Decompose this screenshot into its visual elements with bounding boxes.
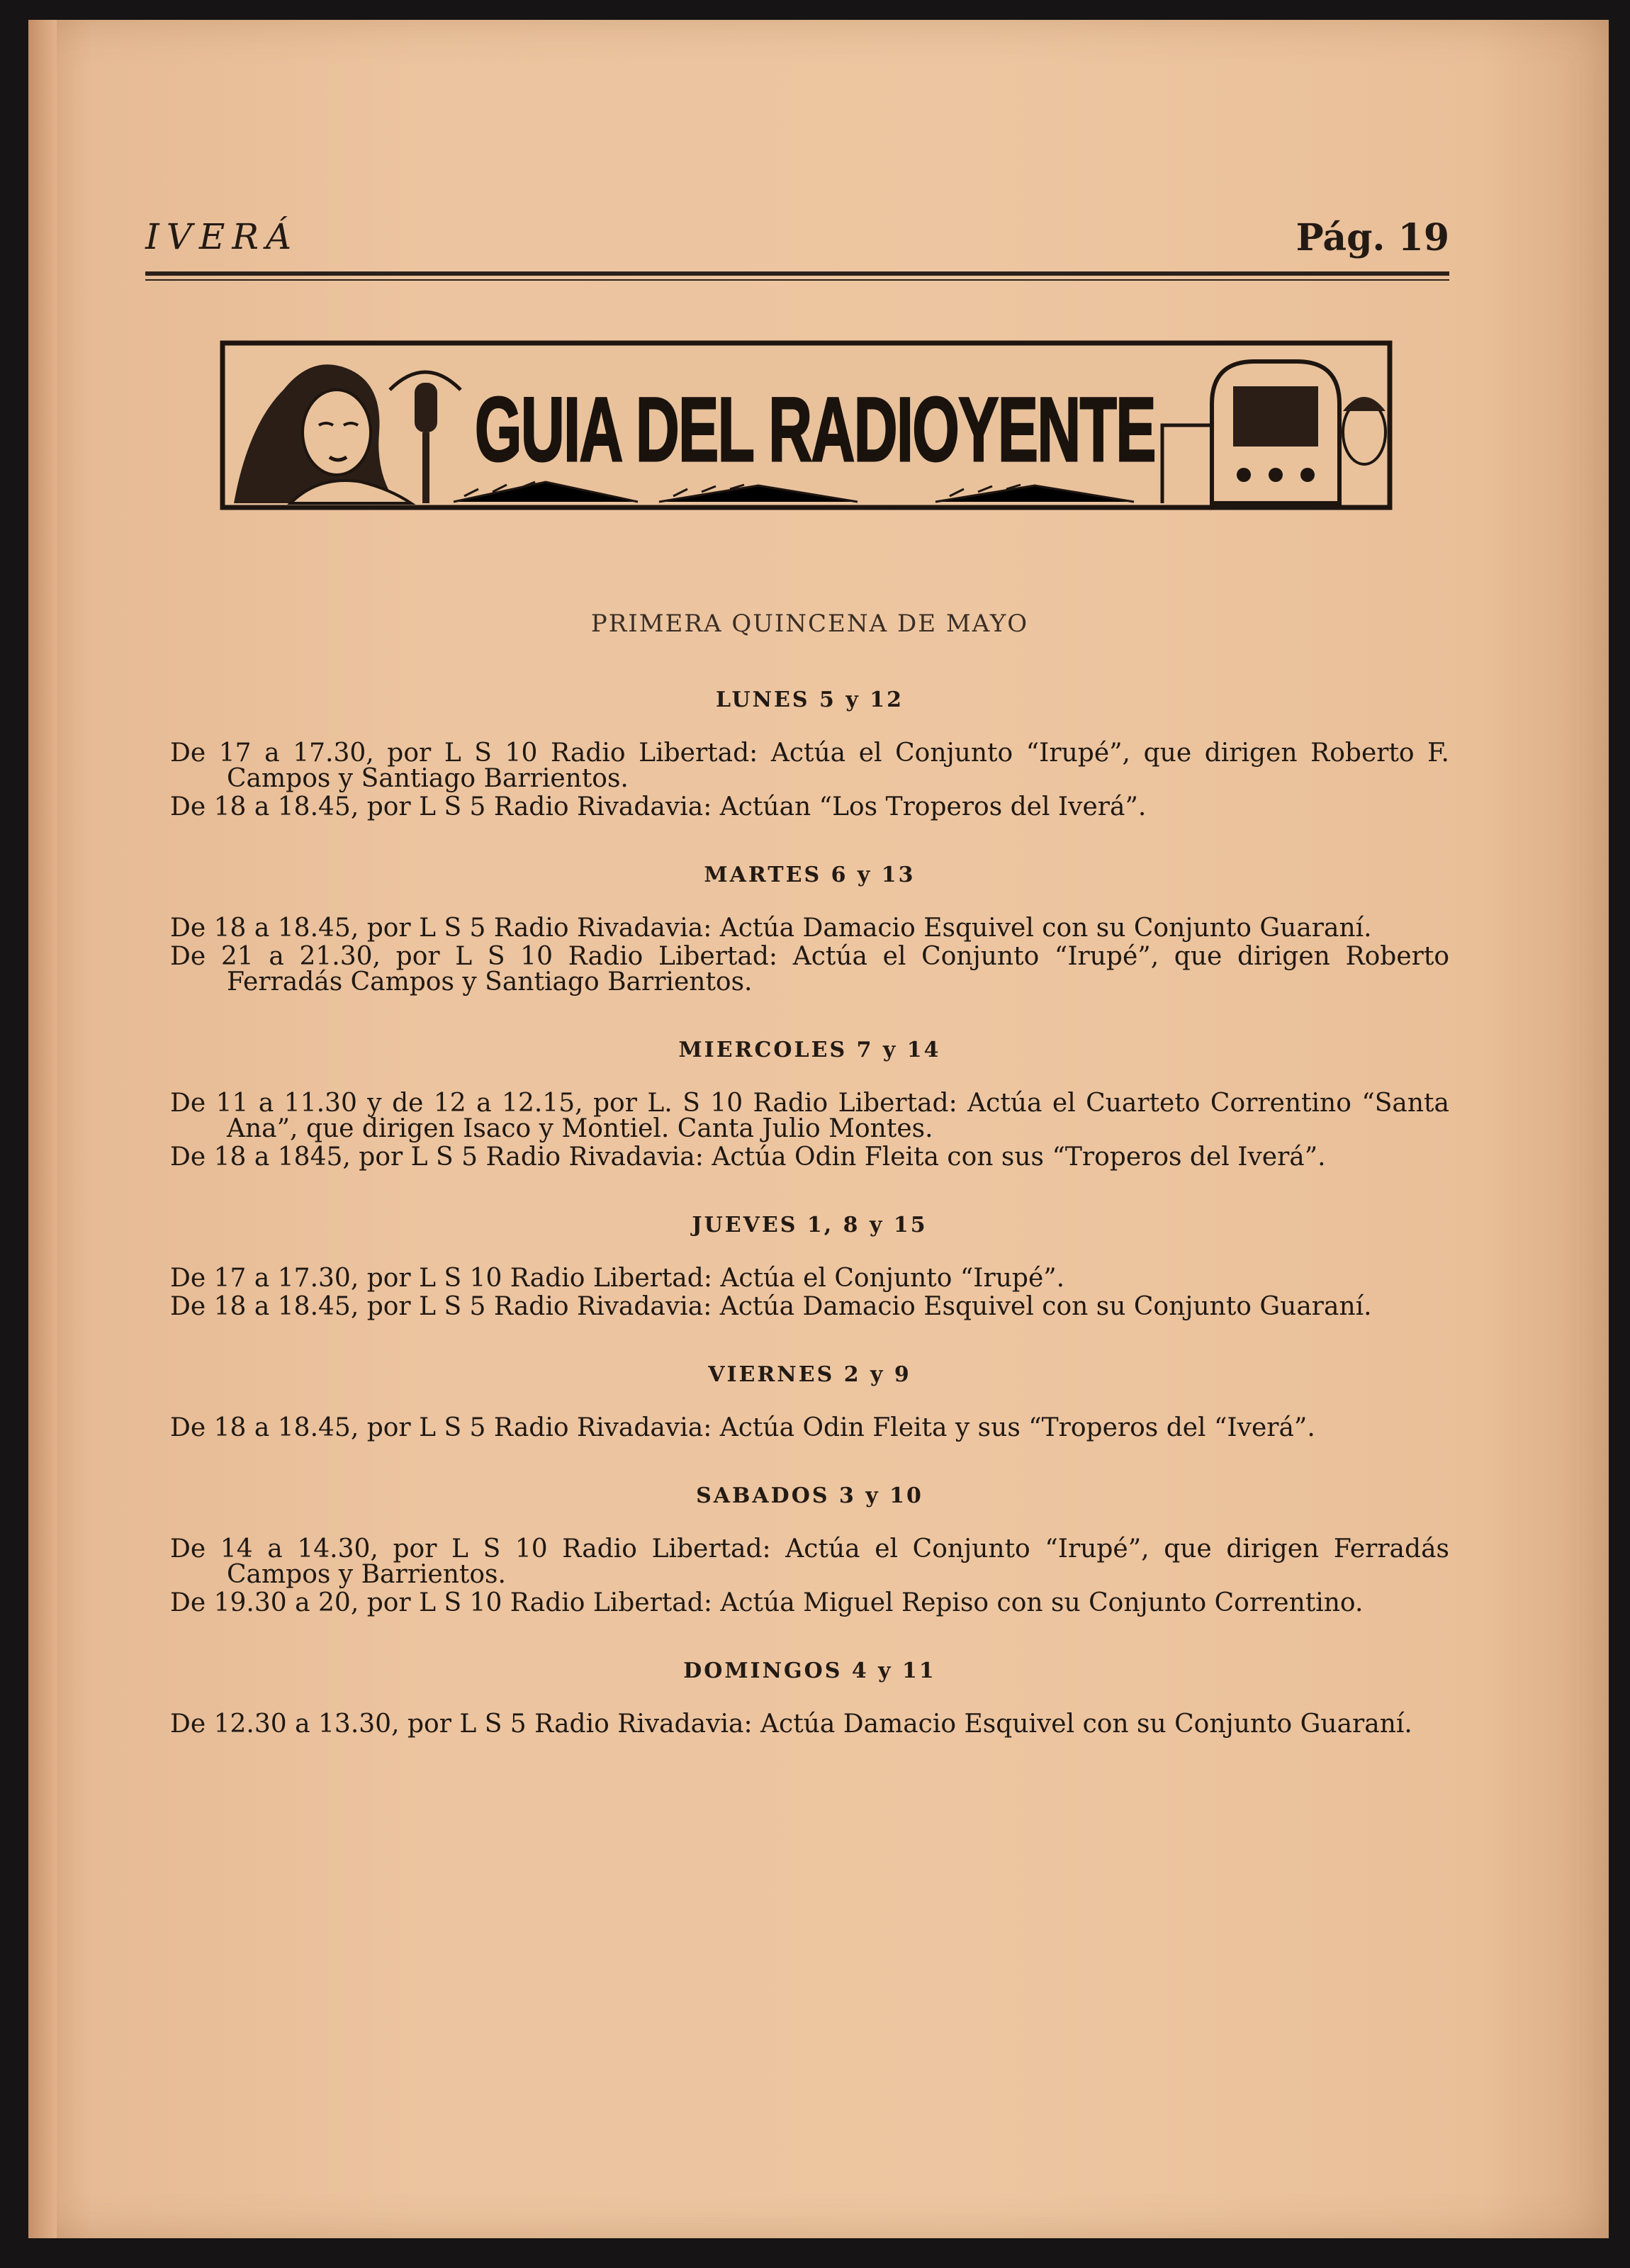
day-block-sabados (170, 1483, 1449, 1616)
page-header (145, 209, 1449, 276)
page-number: Pág. 19 (1295, 216, 1449, 259)
schedule-entry: De 17 a 17.30, por L S 10 Radio Libertad: Actúa el Conjunto “Irupé”, que dirigen Roberto F. Campos y Santiago Barrientos. (170, 739, 1449, 793)
schedule-entry: De 18 a 18.45, por L S 5 Radio Rivadavia: Actúa Damacio Esquivel con su Conjunto Guaraní. (170, 914, 1372, 943)
day-block-lunes (170, 687, 1449, 820)
guia-del-radioyente-banner (220, 340, 1393, 510)
schedule-entry: De 18 a 1845, por L S 5 Radio Rivadavia: Actúa Odin Fleita con sus “Troperos del Iverá”. (170, 1143, 1326, 1172)
day-heading: SABADOS 3 y 10 (696, 1483, 923, 1508)
day-heading: LUNES 5 y 12 (716, 687, 904, 712)
running-title: IVERÁ (145, 216, 299, 257)
schedule-entry: De 19.30 a 20, por L S 10 Radio Libertad: Actúa Miguel Repiso con su Conjunto Correntino. (170, 1588, 1364, 1617)
schedule-entry: De 21 a 21.30, por L S 10 Radio Libertad: Actúa el Conjunto “Irupé”, que dirigen Roberto Ferradás Campos y Santiago Barrientos. (170, 942, 1449, 997)
schedule-entry: De 18 a 18.45, por L S 5 Radio Rivadavia: Actúan “Los Troperos del Iverá”. (170, 792, 1147, 821)
page-fold-shadow (28, 20, 57, 2238)
banner-man-illustration (1343, 397, 1386, 464)
day-block-jueves (170, 1213, 1449, 1320)
day-heading: MARTES 6 y 13 (704, 863, 916, 887)
header-rule-thin (145, 279, 1449, 281)
header-rule-thick (145, 271, 1449, 276)
day-heading: DOMINGOS 4 y 11 (683, 1658, 936, 1683)
banner-title: GUIA DEL RADIOYENTE (475, 379, 1155, 481)
schedule-entry: De 17 a 17.30, por L S 10 Radio Libertad: Actúa el Conjunto “Irupé”. (170, 1264, 1065, 1293)
day-block-domingos (170, 1658, 1449, 1737)
day-block-viernes (170, 1362, 1449, 1441)
radio-schedule (170, 610, 1449, 1780)
schedule-entry: De 11 a 11.30 y de 12 a 12.15, por L. S 10 Radio Libertad: Actúa el Cuarteto Correntino “Santa Ana”, que dirigen Isaco y Montiel. Canta Julio Montes. (170, 1089, 1449, 1143)
schedule-entry: De 14 a 14.30, por L S 10 Radio Libertad: Actúa el Conjunto “Irupé”, que dirigen Ferradás Campos y Barrientos. (170, 1534, 1449, 1589)
day-block-martes (170, 863, 1449, 995)
schedule-entry: De 12.30 a 13.30, por L S 5 Radio Rivadavia: Actúa Damacio Esquivel con su Conjunto Guaraní. (170, 1710, 1412, 1739)
schedule-entry: De 18 a 18.45, por L S 5 Radio Rivadavia: Actúa Odin Fleita y sus “Troperos del “Iverá”. (170, 1413, 1315, 1442)
day-heading: MIERCOLES 7 y 14 (678, 1038, 941, 1062)
day-heading: VIERNES 2 y 9 (708, 1362, 911, 1387)
day-block-miercoles (170, 1038, 1449, 1170)
schedule-entry: De 18 a 18.45, por L S 5 Radio Rivadavia: Actúa Damacio Esquivel con su Conjunto Guaraní. (170, 1292, 1372, 1321)
schedule-subtitle: PRIMERA QUINCENA DE MAYO (590, 610, 1029, 638)
day-heading: JUEVES 1, 8 y 15 (692, 1213, 928, 1237)
